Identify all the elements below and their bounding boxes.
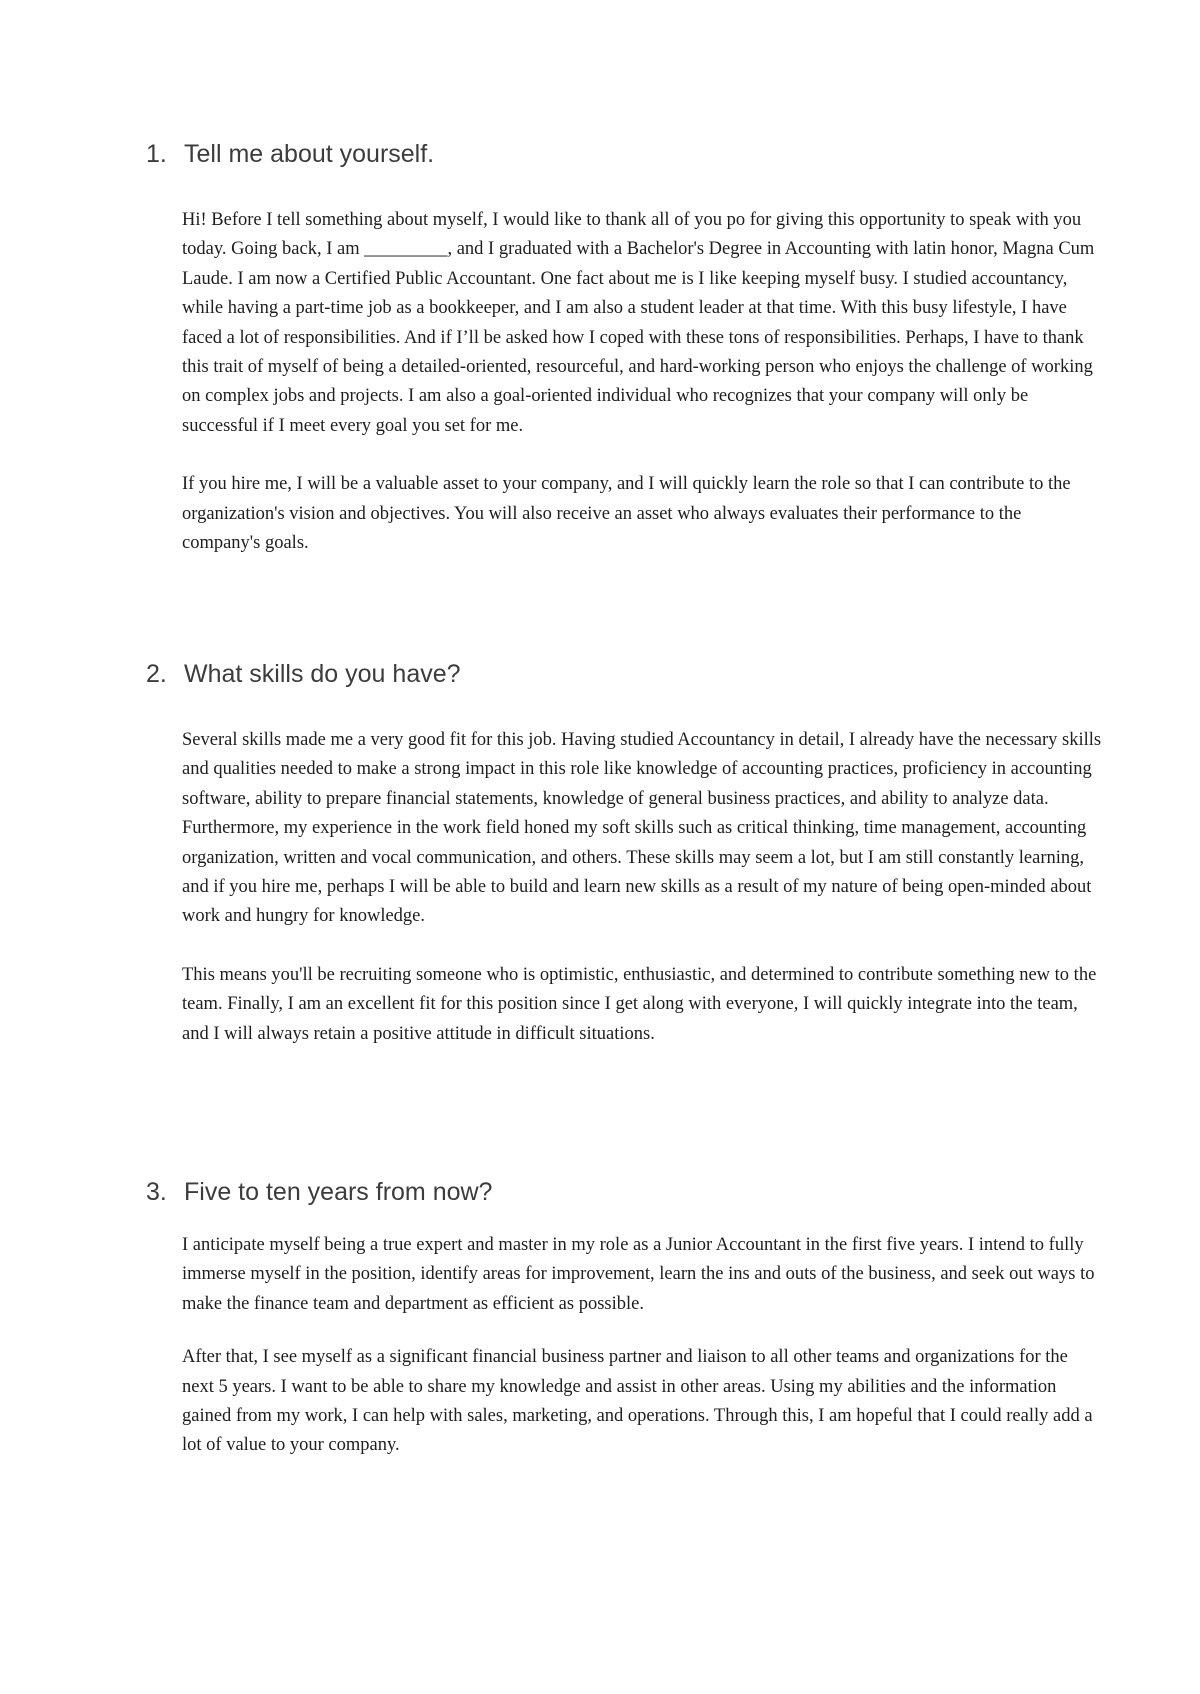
section-five-to-ten-years [146,1180,1106,1461]
answer-body [182,1231,1102,1461]
section-heading [146,142,1106,167]
section-tell-me-about-yourself [146,142,1106,558]
section-title: Tell me about yourself. [184,140,435,168]
answer-body [182,726,1102,1049]
answer-paragraph: Hi! Before I tell something about myself, I would like to thank all of you po for giving this opportunity to speak with you today. Going back, I am _________, and I graduated with a Bachelor's Degree in Accounting with latin honor, Magna Cum Laude. I am now a Certified Public Accountant. One fact about me is I like keeping myself busy. I studied accountancy, while having a part-time job as a bookkeeper, and I am also a student leader at that time. With this busy lifestyle, I have faced a lot of responsibilities. And if I’ll be asked how I coped with these tons of responsibilities. Perhaps, I have to thank this trait of myself of being a detailed-oriented, resourceful, and hard-working person who enjoys the challenge of working on complex jobs and projects. I am also a goal-oriented individual who recognizes that your company will only be successful if I meet every goal you set for me. [182,210,1095,436]
section-number: 2. [146,660,167,688]
section-title: Five to ten years from now? [184,1178,493,1206]
answer-paragraph: After that, I see myself as a significant financial business partner and liaison to all other teams and organizations for the next 5 years. I want to be able to share my knowledge and assist in other areas. Using my abilities and the information gained from my work, I can help with sales, marketing, and operations. Through this, I am hopeful that I could really add a lot of value to your company. [182,1347,1093,1456]
section-heading [146,662,1106,687]
answer-paragraph: If you hire me, I will be a valuable asset to your company, and I will quickly learn the role so that I can contribute to the organization's vision and objectives. You will also receive an asset who always evaluates their performance to the company's goals. [182,474,1071,554]
section-title: What skills do you have? [184,660,461,688]
section-number: 3. [146,1178,167,1206]
answer-paragraph: I anticipate myself being a true expert and master in my role as a Junior Accountant in the first five years. I intend to fully immerse myself in the position, identify areas for improvement, learn the ins and outs of the business, and seek out ways to make the finance team and department as efficient as possible. [182,1235,1095,1314]
answer-body [182,206,1102,558]
section-what-skills [146,662,1106,1049]
answer-paragraph: This means you'll be recruiting someone who is optimistic, enthusiastic, and determined to contribute something new to the team. Finally, I am an excellent fit for this position since I get along with everyone, I will quickly integrate into the team, and I will always retain a positive attitude in difficult situations. [182,964,1097,1044]
answer-paragraph: Several skills made me a very good fit for this job. Having studied Accountancy in detail, I already have the necessary skills and qualities needed to make a strong impact in this role like knowledge of accounting practices, proficiency in accounting software, ability to prepare financial statements, knowledge of general business practices, and ability to analyze data. Furthermore, my experience in the work field honed my soft skills such as critical thinking, time management, accounting organization, written and vocal communication, and others. These skills may seem a lot, but I am still constantly learning, and if you hire me, perhaps I will be able to build and learn new skills as a result of my nature of being open-minded about work and hungry for knowledge. [182,730,1102,927]
section-heading [146,1180,1106,1205]
section-number: 1. [146,140,167,168]
